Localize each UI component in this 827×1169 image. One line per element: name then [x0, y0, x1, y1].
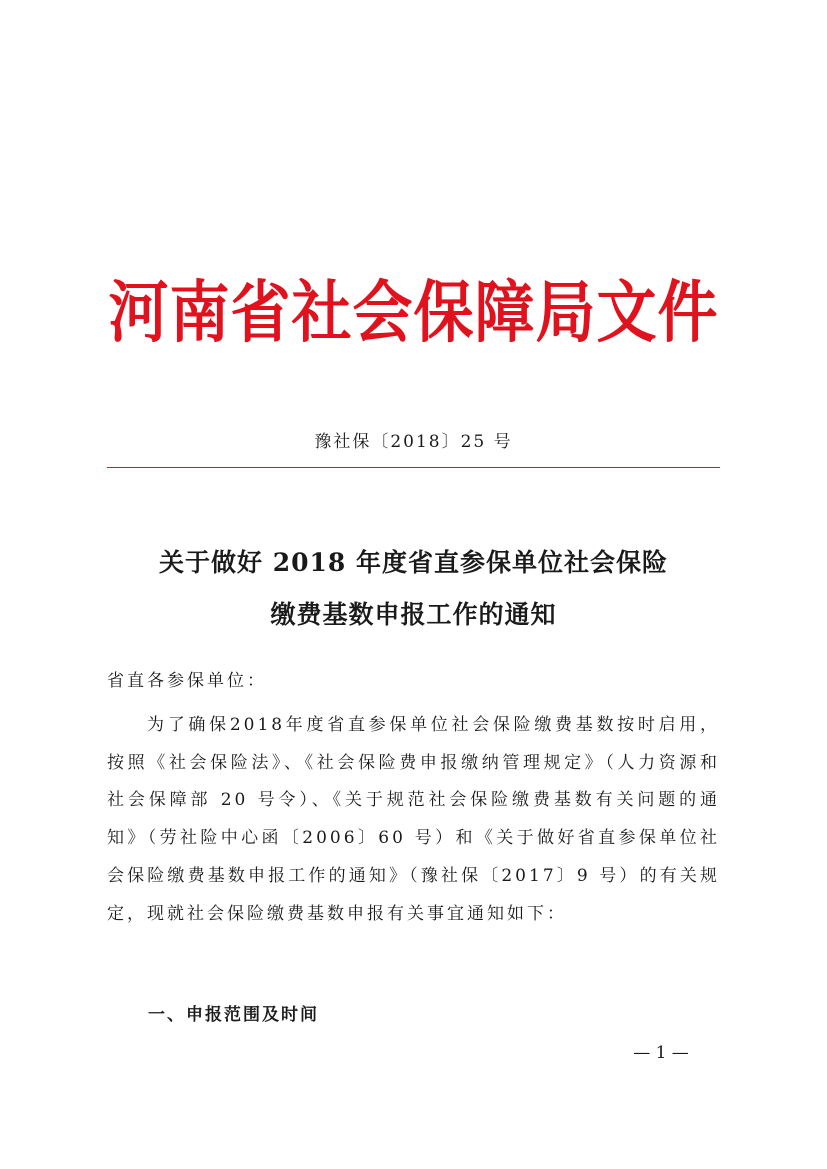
- header-divider: [107, 467, 720, 468]
- addressee: 省直各参保单位：: [107, 671, 267, 691]
- document-number: 豫社保〔2018〕25 号: [314, 432, 513, 452]
- section-heading: 一、申报范围及时间: [148, 1005, 319, 1025]
- body-paragraph: 为了确保2018年度省直参保单位社会保险缴费基数按时启用，按照《社会保险法》、《社会保险费申报缴纳管理规定》（人力资源和社会保障部 20 号令）、《关于规范社会保险缴费基数有关问题的通知》（劳社险中心函〔2006〕60 号）和《关于做好省直参保单位社会保险缴费基数申报工作的通知》（豫社保〔2017〕9 号）的有关规定，现就社会保险缴费基数申报有关事宜通知如下：: [107, 715, 720, 924]
- notice-title-line-1: 关于做好 2018 年度省直参保单位社会保险: [159, 548, 668, 577]
- page-number: — 1 —: [633, 1043, 689, 1063]
- agency-header-title: 河南省社会保障局文件: [108, 273, 719, 353]
- notice-title-line-2: 缴费基数申报工作的通知: [270, 600, 557, 629]
